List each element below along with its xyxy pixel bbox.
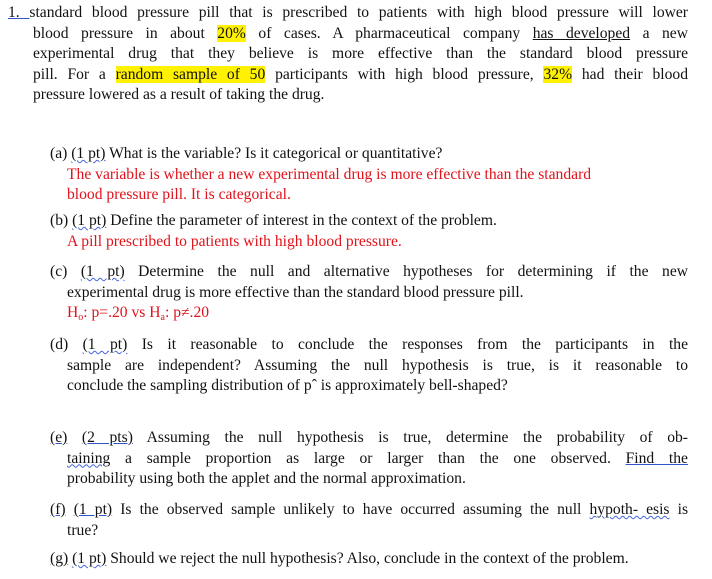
part-d-question-3: conclude the sampling distribution of pˆ is approximately bell-shaped? [67, 377, 508, 394]
part-b [50, 211, 688, 252]
highlight-32-percent: 32% [543, 65, 573, 83]
intro-line-4: pill. For a random sample of 50 participants with high blood pressure, 32% had their blood [33, 65, 689, 83]
problem-intro [8, 3, 688, 106]
part-c-question-2: experimental drug is more effective than the standard blood pressure pill. [67, 283, 524, 301]
part-d-question-2: sample are independent? Assuming the null hypothesis is true, is it reasonable to [67, 356, 688, 374]
part-g-question: (g) (1 pt) Should we reject the null hypothesis? Also, conclude in the context of the problem. [50, 550, 629, 567]
part-b-question: (b) (1 pt) Define the parameter of interest in the context of the problem. [50, 212, 497, 229]
part-f-question-2: true? [67, 521, 99, 539]
part-a-question: (a) (1 pt) What is the variable? Is it categorical or quantitative? [50, 145, 443, 162]
part-e-question-2: taining a sample proportion as large or larger than the one observed. Find the [67, 449, 688, 467]
intro-line-2: blood pressure in about 20% of cases. A pharmaceutical company has developed a new [33, 24, 688, 42]
part-d [50, 335, 688, 397]
part-g [50, 549, 688, 570]
intro-line-5: pressure lowered as a result of taking the drug. [33, 86, 325, 103]
part-e-question-3: probability using both the applet and the normal approximation. [67, 470, 466, 487]
problem-number: 1. [8, 4, 20, 21]
highlight-random-sample: random sample of 50 [115, 65, 266, 83]
part-e [50, 428, 688, 490]
part-a-answer-1: The variable is whether a new experimental drug is more effective than the standard [67, 165, 592, 183]
part-d-question-1: (d) (1 pt) Is it reasonable to conclude the responses from the participants in the [50, 336, 689, 353]
part-c [50, 262, 688, 324]
highlight-20-percent: 20% [217, 24, 246, 42]
part-c-question-1: (c) (1 pt) Determine the null and alternative hypotheses for determining if the new [50, 263, 689, 280]
part-f [50, 500, 688, 541]
intro-line-3: experimental drug that they believe is more effective than the standard blood pressure [33, 45, 688, 62]
underline-has-developed: has developed [532, 24, 631, 42]
part-a-answer-2: blood pressure pill. It is categorical. [67, 186, 291, 203]
part-f-question-1: (f) (1 pt) Is the observed sample unlikely to have occurred assuming the null hypoth- esis is [50, 501, 689, 518]
intro-line-1: 1. standard blood pressure pill that is prescribed to patients with high blood pressure will lower [8, 4, 688, 21]
part-c-hypotheses: $H_o$: p=.20 vs $H_a$: p≠.20 [67, 304, 210, 323]
part-a [50, 144, 688, 206]
part-b-answer: A pill prescribed to patients with high blood pressure. [67, 232, 402, 250]
part-e-question-1: (e) (2 pts) Assuming the null hypothesis is true, determine the probability of ob- [50, 429, 688, 446]
